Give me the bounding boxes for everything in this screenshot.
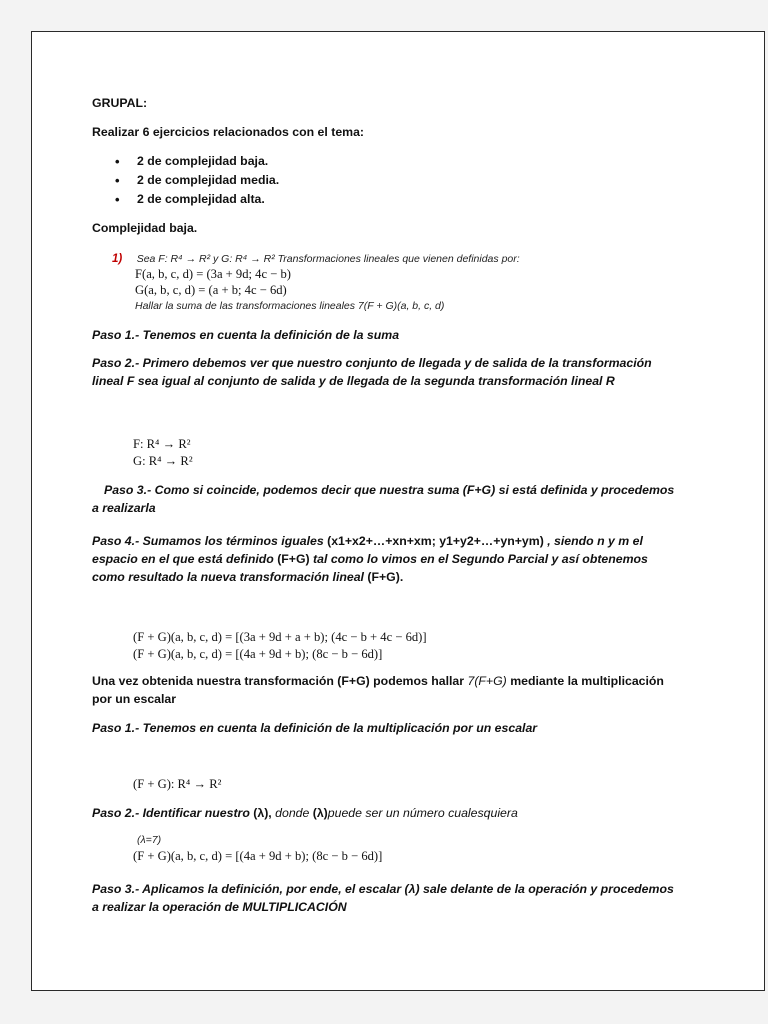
scalar-intro-text: mediante la multiplicación por un escalar (92, 674, 664, 706)
step-4-text: , siendo n y m el espacio en el que está definido (92, 534, 643, 566)
step-4-text: Paso 4.- Sumamos los términos iguales (92, 534, 328, 548)
step-2-text: donde (271, 806, 313, 820)
lambda-symbol: (λ) (312, 806, 328, 820)
scalar-intro-formula: 7(F+G) (467, 674, 507, 688)
step-2-text: puede ser un número cualesquiera (327, 806, 518, 820)
step-4-sum (92, 532, 682, 586)
sum-equation-2: (F + G)(a, b, c, d) = [(4a + 9d + b); (8c − b − 6d)] (133, 647, 383, 661)
step-1-scalar: Paso 1.- Tenemos en cuenta la definición de la multiplicación por un escalar (92, 721, 538, 735)
map-fg: (F + G): R⁴ → R² (133, 777, 222, 791)
step-2-sum: Paso 2.- Primero debemos ver que nuestro conjunto de llegada y de salida de la transformación lineal F sea igual al conjunto de salida y de llegada de la segunda transformación lineal R (92, 356, 652, 388)
equation-g: G(a, b, c, d) = (a + b; 4c − 6d) (135, 283, 287, 297)
lambda-symbol: (λ), (253, 806, 272, 820)
equation-f: F(a, b, c, d) = (3a + 9d; 4c − b) (135, 267, 291, 281)
scalar-intro-text: Una vez obtenida nuestra transformación (F+G) podemos hallar (92, 674, 468, 688)
step-1-sum: Paso 1.- Tenemos en cuenta la definición de la suma (92, 328, 400, 342)
step-3-scalar: Paso 3.- Aplicamos la definición, por ende, el escalar (λ) sale delante de la operación y procedemos a realizar la operación de MULTIPLICACIÓN (92, 882, 674, 914)
scalar-equation: (F + G)(a, b, c, d) = [(4a + 9d + b); (8c − b − 6d)] (133, 849, 383, 863)
step-4-text: tal como lo vimos en el Segundo Parcial y así obtenemos como resultado la nueva transformación lineal (92, 552, 648, 584)
exercise-1 (112, 249, 712, 267)
step-4-fg: (F+G). (367, 570, 404, 584)
scalar-intro (92, 672, 682, 708)
heading: GRUPAL: (92, 96, 148, 110)
exercise-statement: Sea F: R⁴ → R² y G: R⁴ → R² Transformaciones lineales que vienen definidas por: (136, 253, 520, 265)
map-g: G: R⁴ → R² (133, 454, 193, 468)
step-2-text: Paso 2.- Identificar nuestro (92, 806, 254, 820)
sum-equation-1: (F + G)(a, b, c, d) = [(3a + 9d + a + b); (4c − b + 4c − 6d)] (133, 630, 427, 644)
step-3-sum: Paso 3.- Como si coincide, podemos decir que nuestra suma (F+G) si está definida y procedemos a realizarla (92, 483, 675, 515)
step-4-terms: (x1+x2+…+xn+xm; y1+y2+…+yn+ym) (327, 534, 544, 548)
exercise-number: 1) (112, 253, 123, 265)
list-item: • 2 de complejidad media. (92, 171, 692, 190)
map-f: F: R⁴ → R² (133, 437, 191, 451)
document-page (31, 31, 765, 991)
exercise-task: Hallar la suma de las transformaciones lineales 7(F + G)(a, b, c, d) (135, 300, 445, 312)
list-item: • 2 de complejidad alta. (92, 190, 692, 209)
section-heading: Complejidad baja. (92, 221, 198, 235)
lambda-value: (λ=7) (137, 834, 162, 846)
complexity-list (92, 152, 692, 209)
step-2-scalar (92, 804, 682, 822)
intro-text: Realizar 6 ejercicios relacionados con el tema: (92, 125, 365, 139)
list-item: • 2 de complejidad baja. (92, 152, 692, 171)
step-4-fg: (F+G) (277, 552, 310, 566)
